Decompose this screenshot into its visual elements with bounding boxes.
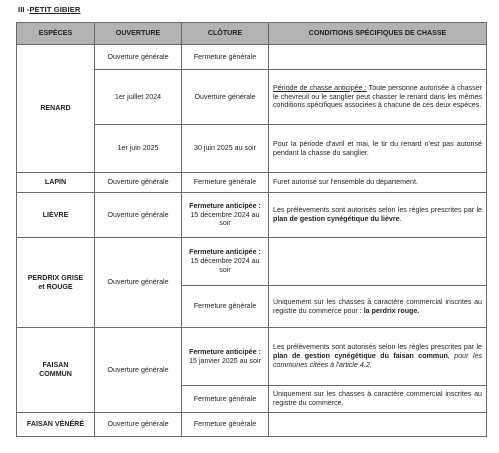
cell-ouverture: 1er juillet 2024 — [95, 70, 182, 125]
cloture-anticipee-label: Fermeture anticipée : — [189, 201, 261, 210]
cell-conditions — [269, 286, 487, 328]
cell-conditions — [269, 413, 487, 437]
cell-cloture: Ouverture générale — [182, 70, 269, 125]
table-header — [17, 23, 487, 45]
section-title — [18, 5, 80, 14]
table-row — [17, 173, 487, 193]
table-row — [17, 413, 487, 437]
condition-text: Les prélèvements sont autorisés selon les règles prescrites par le — [273, 206, 482, 215]
table-row — [17, 328, 487, 386]
species-renard: RENARD — [17, 45, 95, 173]
cell-cloture — [182, 328, 269, 386]
cell-ouverture: Ouverture générale — [95, 413, 182, 437]
cloture-anticipee-label: Fermeture anticipée : — [189, 248, 261, 257]
header-row — [17, 23, 487, 45]
condition-communes: , pour les communes citées à l'article 4.2. — [273, 352, 482, 369]
table-row — [17, 45, 487, 70]
header-ouverture: OUVERTURE — [95, 23, 182, 45]
species-name-line2: et ROUGE — [38, 282, 73, 291]
cloture-anticipee-label: Fermeture anticipée : — [189, 347, 261, 356]
section-name: PETIT GIBIER — [29, 5, 81, 14]
cloture-date: 15 décembre 2024 au soir — [190, 257, 260, 274]
cell-conditions: Furet autorisé sur l'ensemble du département. — [269, 173, 487, 193]
species-faisan-venere: FAISAN VÉNÉRÉ — [17, 413, 95, 437]
species-name-line1: PERDRIX GRISE — [27, 273, 84, 282]
table-row — [17, 193, 487, 238]
condition-text: Les prélèvements sont autorisés selon les règles prescrites par le — [273, 343, 482, 352]
condition-text: Uniquement sur les chasses à caractère commercial inscrites au registre du commerce pour : — [273, 297, 482, 315]
cell-cloture: Fermeture générale — [182, 413, 269, 437]
cell-cloture: 30 juin 2025 au soir — [182, 125, 269, 173]
cell-ouverture: Ouverture générale — [95, 45, 182, 70]
header-especes: ESPÈCES — [17, 23, 95, 45]
condition-label: Période de chasse anticipée : — [273, 83, 367, 92]
cell-cloture: Fermeture générale — [182, 386, 269, 413]
species-lapin: LAPIN — [17, 173, 95, 193]
cell-conditions — [269, 238, 487, 286]
cell-ouverture: Ouverture générale — [95, 238, 182, 328]
species-name-line2: COMMUN — [39, 370, 72, 378]
cell-cloture: Fermeture générale — [182, 286, 269, 328]
condition-text: Toute personne autorisée à chasser le chevreuil ou le sanglier peut chasser le renard dans les mêmes conditions spécifiques associées à chacune de ces deux espèces. — [273, 83, 483, 110]
cell-conditions — [269, 70, 487, 125]
cell-ouverture: Ouverture générale — [95, 328, 182, 413]
condition-plan: plan de gestion cynégétique du faisan commun — [273, 352, 448, 361]
cloture-date: 15 décembre 2024 au soir — [190, 210, 260, 228]
cell-conditions: Pour la période d'avril et mai, le tir du renard n'est pas autorisé pendant la chasse du sanglier. — [269, 125, 487, 173]
cell-ouverture: 1er juin 2025 — [95, 125, 182, 173]
cell-cloture: Fermeture générale — [182, 45, 269, 70]
cell-ouverture: Ouverture générale — [95, 173, 182, 193]
header-conditions: CONDITIONS SPÉCIFIQUES DE CHASSE — [269, 23, 487, 45]
condition-plan: plan de gestion cynégétique du lièvre — [273, 215, 400, 223]
cell-cloture — [182, 193, 269, 238]
table-row — [17, 238, 487, 286]
species-perdrix — [17, 238, 95, 328]
species-name-line1: FAISAN — [42, 361, 69, 370]
section-number: III - — [18, 5, 30, 14]
condition-end: . — [399, 215, 402, 223]
cell-conditions — [269, 328, 487, 386]
cell-conditions — [269, 45, 487, 70]
cloture-date: 15 janvier 2025 au soir — [189, 356, 261, 365]
header-cloture: CLÔTURE — [182, 23, 269, 45]
cell-cloture — [182, 238, 269, 286]
hunting-conditions-table — [16, 22, 487, 437]
cell-conditions — [269, 193, 487, 238]
species-faisan-commun — [17, 328, 95, 413]
species-lievre: LIÈVRE — [17, 193, 95, 238]
cell-cloture: Fermeture générale — [182, 173, 269, 193]
cell-ouverture: Ouverture générale — [95, 193, 182, 238]
condition-species: la perdrix rouge. — [363, 306, 420, 315]
cell-conditions: Uniquement sur les chasses à caractère commercial inscrites au registre du commerce. — [269, 386, 487, 413]
